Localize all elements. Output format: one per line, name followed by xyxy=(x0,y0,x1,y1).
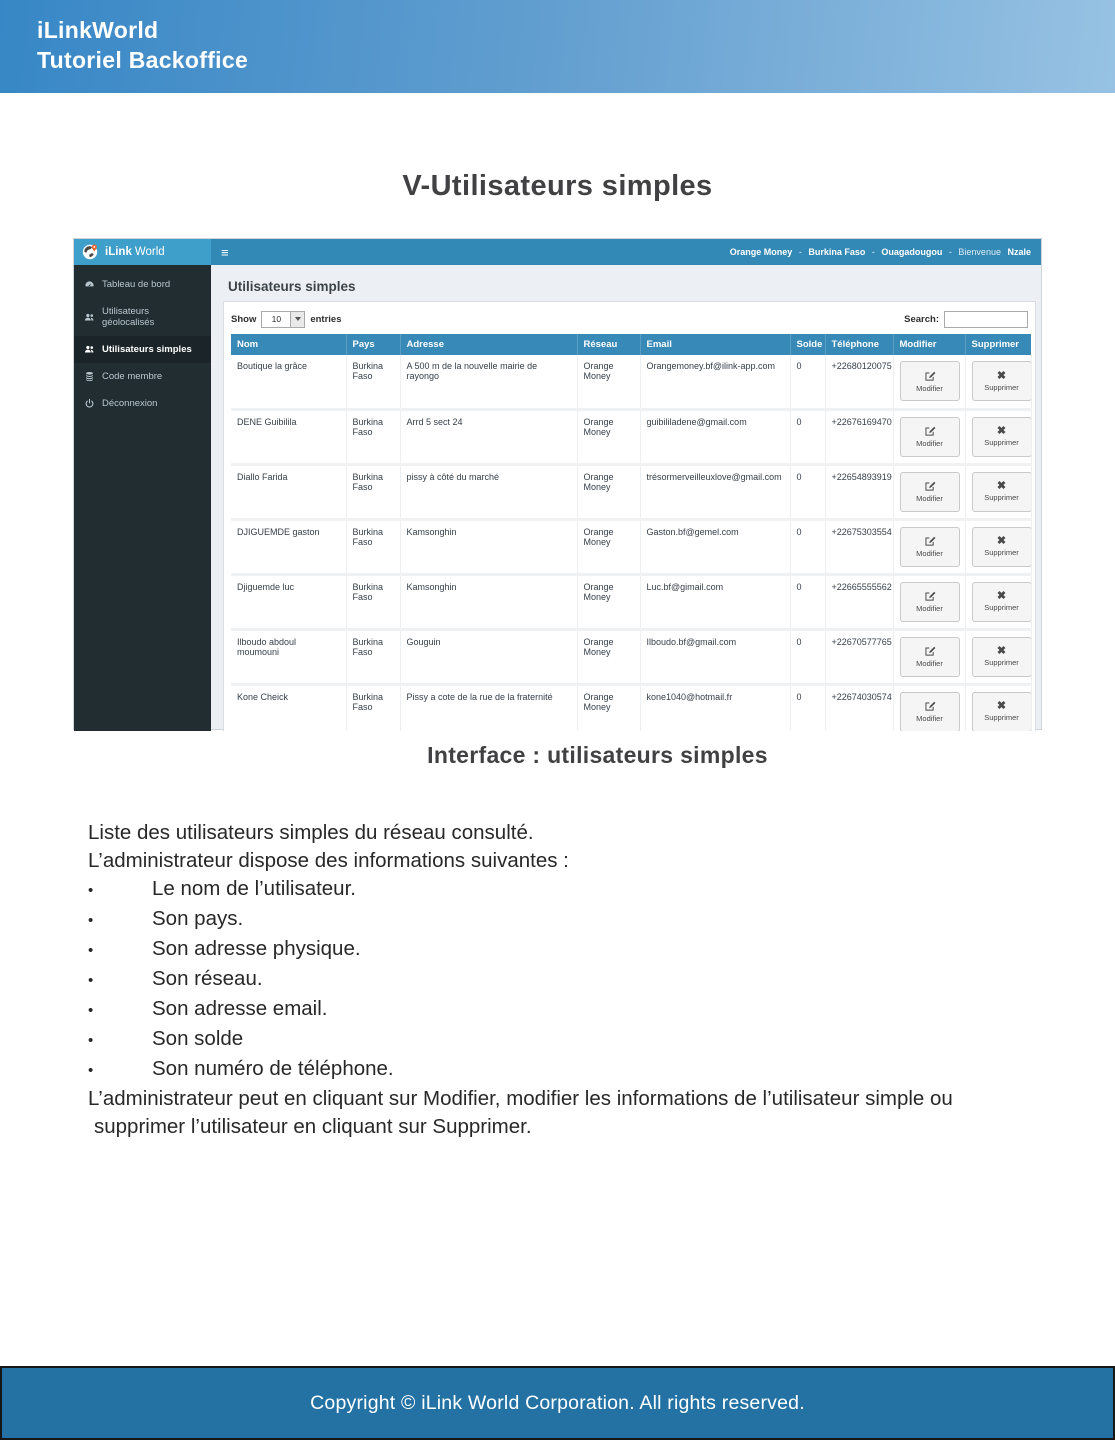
cell-solde: 0 xyxy=(796,581,802,592)
delete-icon: ✖ xyxy=(996,535,1007,547)
navbar-username[interactable]: Nzale xyxy=(1007,247,1031,257)
column-header-solde[interactable]: Solde xyxy=(790,334,825,355)
separator: - xyxy=(948,247,952,257)
body-line: Liste des utilisateurs simples du réseau consulté. xyxy=(88,821,534,844)
header-line1: iLinkWorld xyxy=(37,17,159,43)
cell-telephone: +22675303554 xyxy=(831,526,892,537)
modifier-button[interactable] xyxy=(900,692,960,732)
bullet-marker: • xyxy=(88,1062,94,1079)
cell-solde: 0 xyxy=(796,691,802,702)
delete-icon: ✖ xyxy=(996,425,1007,437)
cell-pays: Burkina Faso xyxy=(352,416,384,437)
edit-icon xyxy=(924,480,936,492)
users-panel xyxy=(223,301,1036,731)
column-header-adresse[interactable]: Adresse xyxy=(400,334,577,355)
navbar-user-info xyxy=(728,247,1033,257)
bullet-item xyxy=(88,875,1048,905)
cell-pays: Burkina Faso xyxy=(352,691,384,712)
chevron-down-icon xyxy=(290,312,304,327)
bullet-text: Son solde xyxy=(152,1027,244,1050)
column-header-modifier[interactable]: Modifier xyxy=(893,334,965,355)
modifier-button[interactable] xyxy=(900,637,960,677)
bullet-text: Son adresse physique. xyxy=(152,937,361,960)
column-header-supprimer[interactable]: Supprimer xyxy=(965,334,1031,355)
modifier-button-label: Modifier xyxy=(916,714,943,723)
cell-reseau: Orange Money xyxy=(583,361,614,381)
app-sidebar xyxy=(74,265,211,731)
supprimer-button[interactable] xyxy=(972,417,1032,457)
table-header-row xyxy=(231,334,1031,355)
cell-email: Ilboudo.bf@gmail.com xyxy=(646,636,737,647)
cell-solde: 0 xyxy=(796,471,802,482)
column-header-pays[interactable]: Pays xyxy=(346,334,400,355)
delete-icon: ✖ xyxy=(996,645,1007,657)
users-icon xyxy=(84,312,95,323)
app-brand[interactable] xyxy=(74,239,211,265)
sidebar-item-deconnexion[interactable] xyxy=(74,390,211,417)
sidebar-item-code-membre[interactable] xyxy=(74,363,211,390)
edit-icon xyxy=(924,535,936,547)
bullet-item xyxy=(88,1025,1048,1055)
navbar-main xyxy=(211,239,1041,265)
bullet-text: Son réseau. xyxy=(152,967,263,990)
navbar-network: Orange Money xyxy=(729,247,793,257)
modifier-button-label: Modifier xyxy=(916,604,943,613)
cell-nom: DENE Guibilila xyxy=(237,416,297,427)
cell-nom: Boutique la grâce xyxy=(237,361,308,371)
cell-telephone: +22680120075 xyxy=(831,361,892,371)
supprimer-button[interactable] xyxy=(972,527,1032,567)
users-icon xyxy=(84,344,95,355)
header-line2: Tutoriel Backoffice xyxy=(37,47,249,73)
cell-email: Gaston.bf@gemel.com xyxy=(646,526,739,537)
supprimer-button[interactable] xyxy=(972,361,1032,401)
cell-telephone: +22665555562 xyxy=(831,581,892,592)
modifier-button[interactable] xyxy=(900,472,960,512)
document-footer xyxy=(0,1366,1115,1440)
navbar-welcome-label: Bienvenue xyxy=(958,247,1001,257)
bullet-item xyxy=(88,1055,1048,1085)
cell-nom: DJIGUEMDE gaston xyxy=(237,526,320,537)
modifier-button-label: Modifier xyxy=(916,659,943,668)
cell-email: trésormerveilleuxlove@gmail.com xyxy=(646,471,782,482)
bullet-marker: • xyxy=(88,1002,94,1019)
modifier-button-label: Modifier xyxy=(916,549,943,558)
delete-icon: ✖ xyxy=(996,700,1007,712)
edit-icon xyxy=(924,700,936,712)
cell-nom: Ilboudo abdoul moumouni xyxy=(237,636,297,657)
delete-icon: ✖ xyxy=(996,480,1007,492)
modifier-button[interactable] xyxy=(900,582,960,622)
edit-icon xyxy=(924,370,936,382)
body-line: supprimer l’utilisateur en cliquant sur Supprimer. xyxy=(94,1115,532,1138)
dashboard-icon xyxy=(84,279,95,290)
table-row xyxy=(231,355,1031,409)
edit-icon xyxy=(924,645,936,657)
app-screenshot xyxy=(73,238,1042,730)
supprimer-button-label: Supprimer xyxy=(984,713,1019,722)
cell-email: Luc.bf@gimail.com xyxy=(646,581,724,592)
modifier-button-label: Modifier xyxy=(916,439,943,448)
cell-solde: 0 xyxy=(796,636,802,647)
edit-icon xyxy=(924,590,936,602)
column-header-telephone[interactable]: Téléphone xyxy=(825,334,893,355)
sidebar-item-label: Utilisateurs géolocalisés xyxy=(102,306,155,328)
delete-icon: ✖ xyxy=(996,590,1007,602)
cell-reseau: Orange Money xyxy=(583,636,614,657)
sidebar-item-label: Déconnexion xyxy=(102,398,158,409)
cell-adresse: Kamsonghin xyxy=(406,526,457,537)
app-content xyxy=(211,265,1041,731)
cell-pays: Burkina Faso xyxy=(352,636,384,657)
cell-email: Orangemoney.bf@ilink-app.com xyxy=(646,361,776,371)
cell-nom: Kone Cheick xyxy=(237,691,289,702)
cell-adresse: Kamsonghin xyxy=(406,581,457,592)
bullet-item xyxy=(88,905,1048,935)
cell-reseau: Orange Money xyxy=(583,416,614,437)
users-table xyxy=(231,334,1032,731)
cell-email: guibililadene@gmail.com xyxy=(646,416,747,427)
supprimer-button[interactable] xyxy=(972,692,1032,732)
table-row xyxy=(231,409,1031,464)
modifier-button-label: Modifier xyxy=(916,494,943,503)
cell-telephone: +22676169470 xyxy=(831,416,892,427)
cell-nom: Djiguemde luc xyxy=(237,581,295,592)
cell-reseau: Orange Money xyxy=(583,471,614,492)
table-row xyxy=(231,464,1031,519)
globe-logo-icon xyxy=(81,243,99,261)
bullet-marker: • xyxy=(88,1032,94,1049)
column-header-nom[interactable]: Nom xyxy=(231,334,346,355)
sidebar-item-label: Code membre xyxy=(102,371,163,382)
cell-telephone: +22674030574 xyxy=(831,691,892,702)
bullet-marker: • xyxy=(88,912,94,929)
supprimer-button-label: Supprimer xyxy=(984,382,1019,392)
body-line: L’administrateur peut en cliquant sur Modifier, modifier les informations de l’utilisateur simple ou xyxy=(88,1087,953,1110)
bullet-item xyxy=(88,935,1048,965)
sidebar-item-label: Utilisateurs simples xyxy=(102,344,192,355)
search-label: Search: xyxy=(904,313,939,325)
brand-text-bold: iLink xyxy=(105,246,132,258)
modifier-button[interactable] xyxy=(900,361,960,401)
bullet-marker: • xyxy=(88,972,94,989)
cell-nom: Diallo Farida xyxy=(237,471,288,482)
content-heading: Utilisateurs simples xyxy=(228,279,356,294)
bullet-item xyxy=(88,965,1048,995)
sidebar-item-tableau-de-bord[interactable] xyxy=(74,271,211,298)
body-line: L’administrateur dispose des informations suivantes : xyxy=(88,849,569,872)
page-size-value: 10 xyxy=(271,314,282,324)
cell-pays: Burkina Faso xyxy=(352,471,384,492)
cell-adresse: A 500 m de la nouvelle mairie de rayongo xyxy=(406,361,538,381)
search-input[interactable] xyxy=(944,311,1028,328)
bullet-text: Son numéro de téléphone. xyxy=(152,1057,394,1080)
separator: - xyxy=(798,247,802,257)
show-label: Show xyxy=(231,313,257,325)
cell-pays: Burkina Faso xyxy=(352,361,384,381)
cell-telephone: +22654893919 xyxy=(831,471,892,482)
table-row xyxy=(231,519,1031,574)
bullet-text: Son adresse email. xyxy=(152,997,328,1020)
modifier-button-label: Modifier xyxy=(916,383,943,393)
modifier-button[interactable] xyxy=(900,527,960,567)
cell-reseau: Orange Money xyxy=(583,691,614,712)
separator: - xyxy=(871,247,875,257)
document-header xyxy=(0,0,1115,93)
bullet-item xyxy=(88,995,1048,1025)
sidebar-item-label: Tableau de bord xyxy=(102,279,171,290)
supprimer-button-label: Supprimer xyxy=(984,438,1019,447)
cell-adresse: Pissy a cote de la rue de la fraternité xyxy=(406,691,553,702)
supprimer-button[interactable] xyxy=(972,582,1032,622)
table-row xyxy=(231,629,1031,684)
navbar-city: Ouagadougou xyxy=(881,247,943,257)
entries-label: entries xyxy=(310,313,342,325)
cell-reseau: Orange Money xyxy=(583,526,614,547)
cell-solde: 0 xyxy=(796,361,802,371)
screenshot-caption: Interface : utilisateurs simples xyxy=(427,742,768,768)
brand-text-light: World xyxy=(134,246,165,258)
bullet-text: Le nom de l’utilisateur. xyxy=(152,877,356,900)
navbar-country: Burkina Faso xyxy=(808,247,866,257)
delete-icon: ✖ xyxy=(996,369,1007,382)
table-row xyxy=(231,574,1031,629)
supprimer-button-label: Supprimer xyxy=(984,658,1019,667)
supprimer-button[interactable] xyxy=(972,637,1032,677)
cell-reseau: Orange Money xyxy=(583,581,614,602)
bullet-marker: • xyxy=(88,882,94,899)
cell-solde: 0 xyxy=(796,416,802,427)
supprimer-button-label: Supprimer xyxy=(984,548,1019,557)
edit-icon xyxy=(924,425,936,437)
modifier-button[interactable] xyxy=(900,417,960,457)
page-size-select[interactable] xyxy=(261,311,305,328)
cell-email: kone1040@hotmail.fr xyxy=(646,691,733,702)
body-text xyxy=(88,819,1048,1141)
column-header-email[interactable]: Email xyxy=(640,334,790,355)
supprimer-button-label: Supprimer xyxy=(984,493,1019,502)
copyright-text: Copyright © iLink World Corporation. All rights reserved. xyxy=(310,1391,805,1414)
table-row xyxy=(231,684,1031,731)
app-navbar xyxy=(74,239,1041,265)
bullet-text: Son pays. xyxy=(152,907,244,930)
column-header-reseau[interactable]: Réseau xyxy=(577,334,640,355)
cell-adresse: Gouguin xyxy=(406,636,441,647)
cell-adresse: pissy à côté du marché xyxy=(406,471,500,482)
cell-telephone: +22670577765 xyxy=(831,636,892,647)
cell-solde: 0 xyxy=(796,526,802,537)
sidebar-item-utilisateurs-simples[interactable] xyxy=(74,336,211,363)
supprimer-button[interactable] xyxy=(972,472,1032,512)
supprimer-button-label: Supprimer xyxy=(984,603,1019,612)
cell-pays: Burkina Faso xyxy=(352,526,384,547)
cell-adresse: Arrd 5 sect 24 xyxy=(406,416,463,427)
page-title: V-Utilisateurs simples xyxy=(402,170,713,202)
sidebar-toggle-icon[interactable]: ≡ xyxy=(221,244,229,260)
sidebar-item-utilisateurs-geolocalises[interactable] xyxy=(74,298,211,336)
cell-pays: Burkina Faso xyxy=(352,581,384,602)
bullet-marker: • xyxy=(88,942,94,959)
database-icon xyxy=(84,371,95,382)
power-icon xyxy=(84,398,95,409)
